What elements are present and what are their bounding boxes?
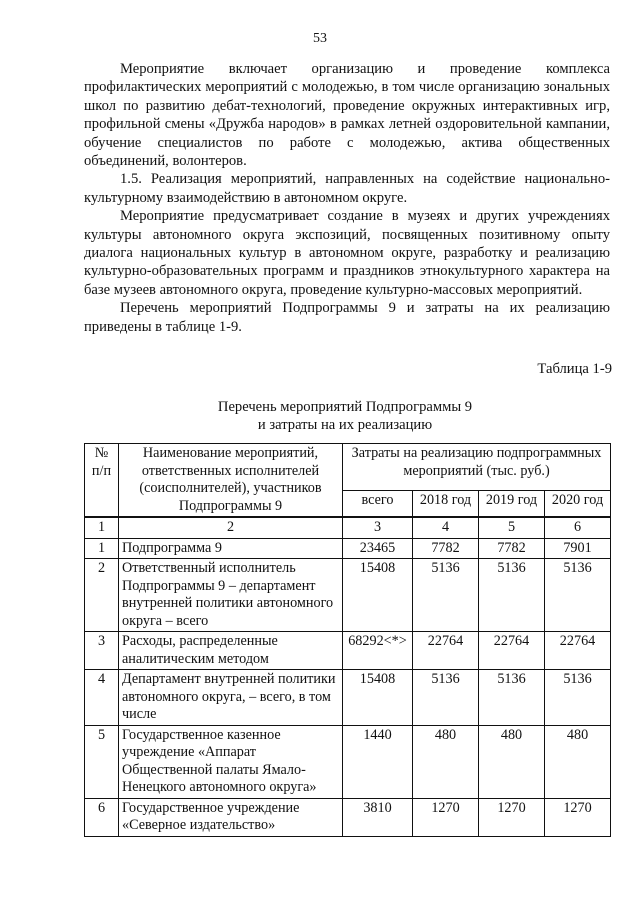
index-cell: 1 bbox=[85, 517, 119, 538]
index-cell: 5 bbox=[479, 517, 545, 538]
row-2020: 7901 bbox=[545, 538, 611, 559]
row-2019: 22764 bbox=[479, 632, 545, 670]
row-2018: 480 bbox=[413, 725, 479, 798]
table-title-line: Перечень мероприятий Подпрограммы 9 bbox=[217, 399, 473, 415]
row-2019: 5136 bbox=[479, 670, 545, 726]
row-num: 3 bbox=[85, 632, 119, 670]
index-cell: 2 bbox=[119, 517, 343, 538]
table-label: Таблица 1-9 bbox=[537, 361, 612, 377]
row-2018: 5136 bbox=[413, 559, 479, 632]
row-total: 1440 bbox=[343, 725, 413, 798]
header-costs: Затраты на реализацию подпрограммных мероприятий (тыс. руб.) bbox=[343, 444, 611, 491]
row-total: 15408 bbox=[343, 670, 413, 726]
row-num: 6 bbox=[85, 798, 119, 836]
header-name: Наименование мероприятий, ответственных исполнителей (соисполнителей), участников Подпрограммы 9 bbox=[119, 444, 343, 518]
row-total: 68292<*> bbox=[343, 632, 413, 670]
row-2018: 1270 bbox=[413, 798, 479, 836]
header-2020: 2020 год bbox=[545, 491, 611, 517]
row-num: 2 bbox=[85, 559, 119, 632]
costs-table bbox=[84, 443, 611, 837]
body-text bbox=[84, 60, 610, 336]
table-row bbox=[85, 632, 611, 670]
row-2018: 7782 bbox=[413, 538, 479, 559]
table-row bbox=[85, 725, 611, 798]
table-row bbox=[85, 538, 611, 559]
index-cell: 6 bbox=[545, 517, 611, 538]
row-2018: 5136 bbox=[413, 670, 479, 726]
row-num: 5 bbox=[85, 725, 119, 798]
row-2019: 7782 bbox=[479, 538, 545, 559]
table-title bbox=[0, 398, 640, 434]
row-2020: 480 bbox=[545, 725, 611, 798]
paragraph: Мероприятие предусматривает создание в музеях и других учреждениях культуры автономного округа экспозиций, посвященных позитивному опыту диалога национальных культур в автономном округе, разработку и реализацию культурно-образовательных программ и праздников этнокультурного характера на базе музеев автономного округа, проведение культурно-массовых мероприятий. bbox=[84, 208, 610, 298]
row-2020: 22764 bbox=[545, 632, 611, 670]
row-2018: 22764 bbox=[413, 632, 479, 670]
row-name: Расходы, распределенные аналитическим методом bbox=[119, 632, 343, 670]
row-total: 3810 bbox=[343, 798, 413, 836]
row-2020: 5136 bbox=[545, 559, 611, 632]
row-name: Подпрограмма 9 bbox=[119, 538, 343, 559]
row-2019: 5136 bbox=[479, 559, 545, 632]
table-index-row bbox=[85, 517, 611, 538]
row-num: 4 bbox=[85, 670, 119, 726]
table-title-line: и затраты на их реализацию bbox=[257, 417, 433, 433]
table-header-row bbox=[85, 444, 611, 491]
paragraph: Мероприятие включает организацию и проведение комплекса профилактических мероприятий с молодежью, в том числе организацию зональных школ по развитию дебат-технологий, проведение окружных интерактивных игр, профильной смены «Дружба народов» в рамках летней оздоровительной кампании, обучение специалистов по работе с молодежью, актива общественных объединений, волонтеров. bbox=[84, 61, 610, 170]
row-total: 15408 bbox=[343, 559, 413, 632]
row-total: 23465 bbox=[343, 538, 413, 559]
table-row bbox=[85, 670, 611, 726]
page-number: 53 bbox=[313, 31, 327, 46]
header-2018: 2018 год bbox=[413, 491, 479, 517]
row-2020: 5136 bbox=[545, 670, 611, 726]
header-num: № п/п bbox=[85, 444, 119, 518]
row-name: Государственное казенное учреждение «Аппарат Общественной палаты Ямало-Ненецкого автономного округа» bbox=[119, 725, 343, 798]
index-cell: 3 bbox=[343, 517, 413, 538]
table-row bbox=[85, 798, 611, 836]
row-2019: 480 bbox=[479, 725, 545, 798]
paragraph: Перечень мероприятий Подпрограммы 9 и затраты на их реализацию приведены в таблице 1-9. bbox=[84, 300, 610, 335]
row-num: 1 bbox=[85, 538, 119, 559]
row-name: Ответственный исполнитель Подпрограммы 9 – департамент внутренней политики автономного округа – всего bbox=[119, 559, 343, 632]
row-2020: 1270 bbox=[545, 798, 611, 836]
row-2019: 1270 bbox=[479, 798, 545, 836]
row-name: Государственное учреждение «Северное издательство» bbox=[119, 798, 343, 836]
row-name: Департамент внутренней политики автономного округа, – всего, в том числе bbox=[119, 670, 343, 726]
table-row bbox=[85, 559, 611, 632]
header-2019: 2019 год bbox=[479, 491, 545, 517]
header-total: всего bbox=[343, 491, 413, 517]
paragraph: 1.5. Реализация мероприятий, направленных на содействие национально-культурному взаимодействию в автономном округе. bbox=[84, 171, 610, 206]
index-cell: 4 bbox=[413, 517, 479, 538]
